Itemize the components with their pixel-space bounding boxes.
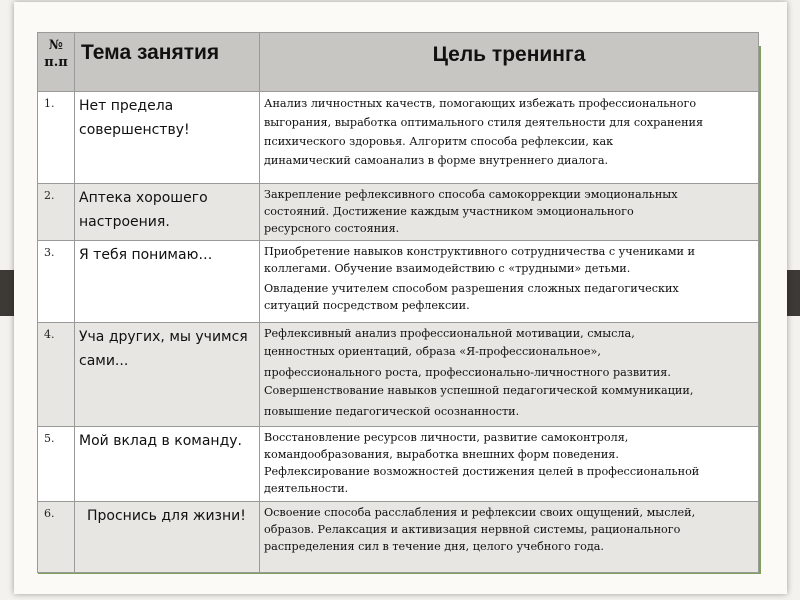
goal-line: ресурсного состояния.: [264, 222, 400, 235]
goal-line: Рефлексирование возможностей достижения целей в профессиональной: [264, 465, 700, 478]
row-goal: [260, 323, 759, 427]
training-table: [37, 32, 759, 573]
row-topic: Проснись для жизни!: [75, 502, 260, 573]
table-row: [38, 323, 759, 427]
table-row: [38, 241, 759, 323]
row-goal: [260, 502, 759, 573]
goal-line: распределения сил в течение дня, целого учебного года.: [264, 540, 604, 553]
goal-line: Закрепление рефлексивного способа самокоррекции эмоциональных: [264, 188, 678, 201]
table-row: [38, 502, 759, 573]
goal-line: коллегами. Обучение взаимодействию с «трудными» детьми.: [264, 262, 631, 275]
frame-line-right: [759, 46, 761, 574]
goal-line: Овладение учителем способом разрешения сложных педагогических: [264, 282, 679, 295]
goal-line: образов. Релаксация и активизация нервной системы, рационального: [264, 523, 681, 536]
row-goal: [260, 241, 759, 323]
table-row: [38, 92, 759, 184]
row-num: 6.: [38, 502, 75, 573]
table-row: [38, 427, 759, 502]
goal-line: состояний. Достижение каждым участником эмоционального: [264, 205, 634, 218]
row-topic: Я тебя понимаю…: [75, 241, 260, 323]
header-goal: Цель тренинга: [260, 33, 759, 92]
goal-line: выгорания, выработка оптимального стиля деятельности для сохранения: [264, 116, 704, 129]
goal-line: деятельности.: [264, 482, 349, 495]
goal-line: Совершенствование навыков успешной педагогической коммуникации,: [264, 384, 694, 397]
row-num: 5.: [38, 427, 75, 502]
goal-line: психического здоровья. Алгоритм способа рефлексии, как: [264, 135, 614, 148]
row-num: 1.: [38, 92, 75, 184]
row-topic: Уча других, мы учимся сами...: [75, 323, 260, 427]
goal-line: повышение педагогической осознанности.: [264, 405, 520, 418]
goal-line: динамический самоанализ в форме внутреннего диалога.: [264, 154, 609, 167]
goal-line: Рефлексивный анализ профессиональной мотивации, смысла,: [264, 327, 635, 340]
goal-line: Приобретение навыков конструктивного сотрудничества с учениками и: [264, 245, 696, 258]
row-num: 4.: [38, 323, 75, 427]
table-row: [38, 184, 759, 241]
goal-line: Анализ личностных качеств, помогающих избежать профессионального: [264, 97, 697, 110]
row-goal: [260, 427, 759, 502]
row-goal: [260, 92, 759, 184]
table-header-row: [38, 33, 759, 92]
header-topic: Тема занятия: [75, 33, 260, 92]
goal-line: ситуаций посредством рефлексии.: [264, 299, 470, 312]
goal-line: профессионального роста, профессионально-личностного развития.: [264, 366, 671, 379]
row-topic: Нет предела совершенству!: [75, 92, 260, 184]
goal-line: Освоение способа расслабления и рефлексии своих ощущений, мыслей,: [264, 506, 696, 519]
goal-line: командообразования, выработка внешних форм поведения.: [264, 448, 619, 461]
row-goal: [260, 184, 759, 241]
goal-line: Восстановление ресурсов личности, развитие самоконтроля,: [264, 431, 629, 444]
goal-line: ценностных ориентаций, образа «Я-профессиональное»,: [264, 345, 601, 358]
row-num: 3.: [38, 241, 75, 323]
row-topic: Аптека хорошего настроения.: [75, 184, 260, 241]
header-num: № п.п: [38, 33, 75, 92]
row-topic: Мой вклад в команду.: [75, 427, 260, 502]
row-num: 2.: [38, 184, 75, 241]
